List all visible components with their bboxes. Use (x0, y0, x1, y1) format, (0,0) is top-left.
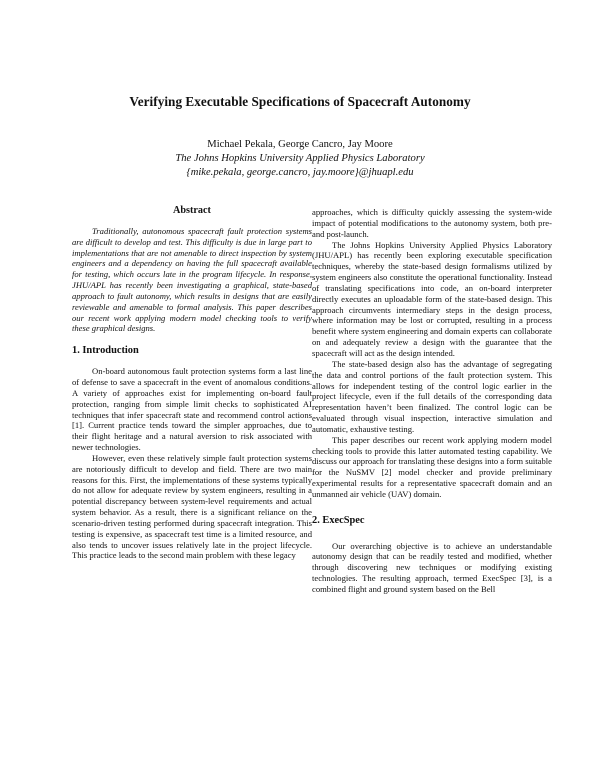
abstract-text: Traditionally, autonomous spacecraft fault protection systems are difficult to develop and test. This difficulty is due in large part to implementations that are not amenable to direct inspection by system engineers and a dependency on having the full spacecraft available for testing, which occurs late in the program lifecycle. In response, JHU/APL has recently been investigating a graphical, state-based approach to fault autonomy, which results in designs that are easily reviewable and amenable to formal analysis. This paper describes our recent work applying modern model checking tools to verify these graphical designs. (72, 225, 312, 334)
author-block (0, 138, 600, 180)
author-emails: {mike.pekala, george.cancro, jay.moore}@jhuapl.edu (186, 167, 414, 178)
author-names: Michael Pekala, George Cancro, Jay Moore (207, 139, 393, 150)
affiliation: The Johns Hopkins University Applied Physics Laboratory (175, 153, 425, 164)
paragraph: Our overarching objective is to achieve an understandable autonomy design that can be readily tested and modified, whether through discovering new techniques or modifying existing technologies. The resulting approach, termed ExecSpec [3], is a combined flight and ground system based on the Bell (312, 540, 552, 594)
paragraph: On-board autonomous fault protection systems form a last line of defense to save a spacecraft in the event of anomalous conditions. A variety of approaches exist for implementing on-board fault protection, ranging from simple limit checks to sophisticated AI techniques that infer spacecraft state and recommend control actions [1]. Current practice tends toward the simpler approaches, due to their flight heritage and a natural aversion to risk associated with newer technologies. (72, 366, 312, 453)
right-column (312, 207, 552, 595)
abstract-heading: Abstract (173, 205, 211, 216)
paragraph: The state-based design also has the advantage of segregating the data and control portions of the fault protection system. This allows for independent testing of the control logic earlier in the project lifecycle, even if the full details of the corresponding data representation haven’t been finalized. The control logic can be evaluated through visual inspection, interactive simulation and automatic, exhaustive testing. (312, 358, 552, 434)
section-heading-introduction: 1. Introduction (72, 345, 139, 357)
left-column (72, 202, 312, 561)
section-heading-execspec: 2. ExecSpec (312, 514, 365, 526)
paragraph: The Johns Hopkins University Applied Physics Laboratory (JHU/APL) has recently been exploring executable specification techniques, whereby the state-based design formalisms utilized by system engineers also constitute the operational functionality. Instead of translating specifications into code, an on-board interpreter directly executes an uploadable form of the state-based design. This approach circumvents intermediary steps in the design process, where information may be lost or corrupted, resulting in a process benefit where system engineering and domain experts can collaborate on and adequately review a design with the guarantee that the spacecraft will act as the design intended. (312, 239, 552, 358)
paragraph: approaches, which is difficulty quickly assessing the system-wide impact of potential modifications to the autonomy system, both pre- and post-launch. (312, 207, 552, 239)
paragraph: However, even these relatively simple fault protection systems are notoriously difficult to develop and field. There are two main reasons for this. First, the implementations of these systems typically do not allow for adequate review by system engineers, resulting in a potential discrepancy between system-level requirements and actual system behavior. As a result, there is a significant reliance on the scenario-driven testing performed during spacecraft integration. This testing is expensive, as spacecraft test time is a limited resource, and also tends to uncover issues relatively late in the project lifecycle. This practice leads to the second main problem with these legacy (72, 452, 312, 561)
paper-title: Verifying Executable Specifications of Spacecraft Autonomy (129, 94, 471, 109)
paragraph: This paper describes our recent work applying modern model checking tools to provide this latter automated testing capability. We discuss our approach for translating these designs into a form suitable for the NuSMV [2] model checker and provide preliminary experimental results for a representative spacecraft domain and an unmanned air vehicle (UAV) domain. (312, 434, 552, 499)
